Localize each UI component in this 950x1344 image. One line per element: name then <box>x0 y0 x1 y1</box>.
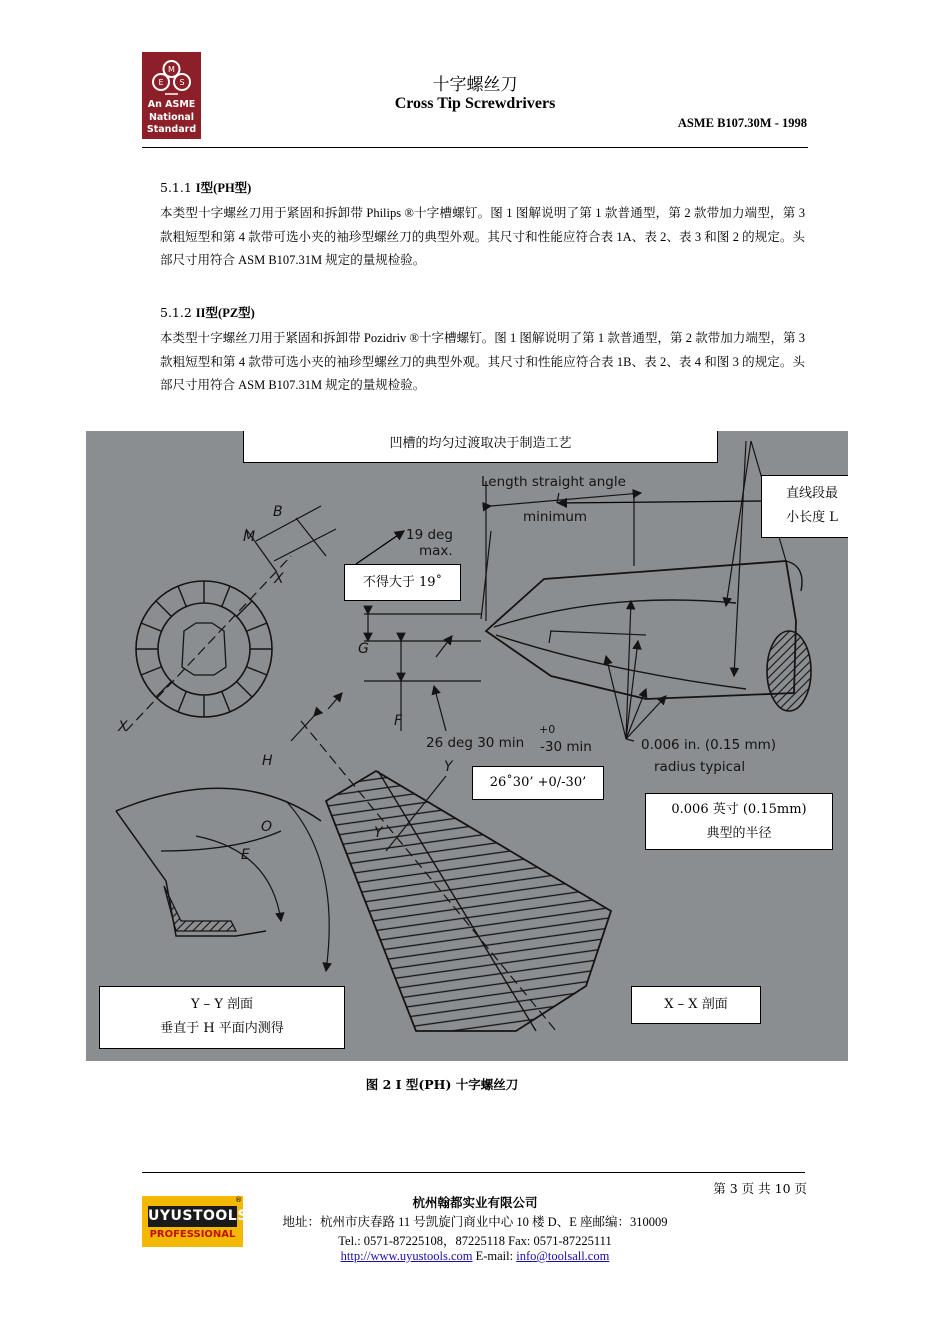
callout-text: 0.006 英寸 (0.15mm) <box>671 802 807 817</box>
label-e: E <box>241 847 250 863</box>
callout-text: 典型的半径 <box>706 826 772 841</box>
label-radius-typical: radius typical <box>654 759 746 775</box>
label-o: O <box>261 819 273 835</box>
section-number: 5.1.1 <box>160 180 192 195</box>
label-g: G <box>358 641 369 657</box>
label-x1: X <box>274 571 284 587</box>
company-phone: Tel.: 0571-87225108，87225118 Fax: 0571-87225111 <box>338 1234 612 1248</box>
company-web <box>0 1249 950 1264</box>
header-rule <box>142 147 808 148</box>
callout-radius <box>645 793 833 850</box>
label-minus30: -30 min <box>540 739 592 755</box>
callout-text: 凹槽的均匀过渡取决于制造工艺 <box>389 436 572 451</box>
callout-max-19 <box>344 564 461 601</box>
callout-text: 垂直于 H 平面内测得 <box>160 1021 284 1036</box>
label-length-straight-angle: Length straight angle <box>481 474 626 490</box>
logo-line: Standard <box>146 124 197 135</box>
label-f: F <box>394 713 403 729</box>
section-5-1-2 <box>160 303 805 398</box>
label-b: B <box>273 504 283 520</box>
registered-mark: ® <box>235 1196 242 1204</box>
section-body: 本类型十字螺丝刀用于紧固和拆卸带 Philips ®十字槽螺钉。图 1 图解说明了第 1 款普通型，第 2 款带加力端型，第 3 款粗短型和第 4 款带可选小夹的袖珍型螺丝刀的典型外观。其尺寸和性能应符合表 1A、表 2、表 3 和图 2 的规定。头部尺寸用符合 ASM B107.31M 规定的量规检验。 <box>160 206 805 267</box>
website-link[interactable]: http://www.uyustools.com <box>340 1249 473 1263</box>
section-number: 5.1.2 <box>160 305 192 320</box>
label-26-deg: 26 deg 30 min <box>426 735 525 751</box>
callout-text: Y – Y 剖面 <box>190 997 254 1012</box>
label-minimum: minimum <box>523 509 588 525</box>
figure-caption: 图 2 I 型(PH) 十字螺丝刀 <box>365 1077 519 1092</box>
doc-code: ASME B107.30M - 1998 <box>677 116 807 130</box>
logo-line: An ASME <box>147 99 196 110</box>
callout-transition <box>243 431 718 463</box>
logo-main-text: UYUSTOOLS <box>148 1206 237 1227</box>
svg-text:M: M <box>168 65 175 74</box>
label-radius: 0.006 in. (0.15 mm) <box>641 737 777 753</box>
callout-text: 不得大于 19˚ <box>362 575 443 590</box>
section-body: 本类型十字螺丝刀用于紧固和拆卸带 Pozidriv ®十字槽螺钉。图 1 图解说明了第 1 款普通型，第 2 款带加力端型，第 3 款粗短型和第 4 款带可选小夹的袖珍型螺丝刀的典型外观。其尺寸和性能应符合表 1B、表 2、表 4 和图 3 的规定。头部尺寸用符合 ASM B107.31M 规定的量规检验。 <box>160 331 805 392</box>
label-max: max. <box>419 543 453 559</box>
label-h: H <box>262 753 273 769</box>
callout-text: 直线段最 <box>785 486 838 501</box>
screwdriver-drawing <box>86 431 848 1061</box>
doc-title-en: Cross Tip Screwdrivers <box>394 95 556 112</box>
callout-angle-26 <box>472 766 604 800</box>
callout-straight-length <box>761 475 848 538</box>
section-heading <box>160 178 805 196</box>
label-plus0: +0 <box>539 723 556 736</box>
yy-section-view <box>116 788 329 971</box>
label-19-deg: 19 deg <box>406 527 453 543</box>
company-address: 地址：杭州市庆春路 11 号凯旋门商业中心 10 楼 D、E 座邮编：310009 <box>282 1215 668 1229</box>
email-link[interactable]: info@toolsall.com <box>516 1249 610 1263</box>
label-m: M <box>243 529 256 545</box>
svg-text:S: S <box>179 78 185 87</box>
figure-2 <box>86 431 848 1061</box>
label-y2: Y <box>374 825 383 841</box>
callout-section-yy <box>99 986 345 1049</box>
section-name: II型(PZ型) <box>195 306 255 320</box>
doc-title-cn: 十字螺丝刀 <box>432 75 518 95</box>
section-heading <box>160 303 805 321</box>
logo-line: National <box>148 111 195 123</box>
callout-text: 小长度 L <box>786 510 838 525</box>
section-5-1-1 <box>160 178 805 273</box>
callout-section-xx <box>631 986 761 1024</box>
callout-text: X – X 剖面 <box>664 997 728 1012</box>
page-number: 第 3 页 共 10 页 <box>713 1181 807 1196</box>
label-l: L <box>556 492 564 507</box>
footer-rule <box>142 1172 805 1173</box>
svg-text:E: E <box>158 78 164 87</box>
section-name: I型(PH型) <box>195 181 252 195</box>
label-x2: X <box>118 719 128 735</box>
label-y1: Y <box>444 759 453 775</box>
logo-sub-text: PROFESSIONAL <box>149 1229 236 1240</box>
end-view <box>126 506 336 731</box>
callout-text: 26˚30’ +0/-30’ <box>489 775 587 790</box>
company-name: 杭州翰都实业有限公司 <box>412 1196 538 1210</box>
email-label: E-mail: <box>472 1249 517 1263</box>
